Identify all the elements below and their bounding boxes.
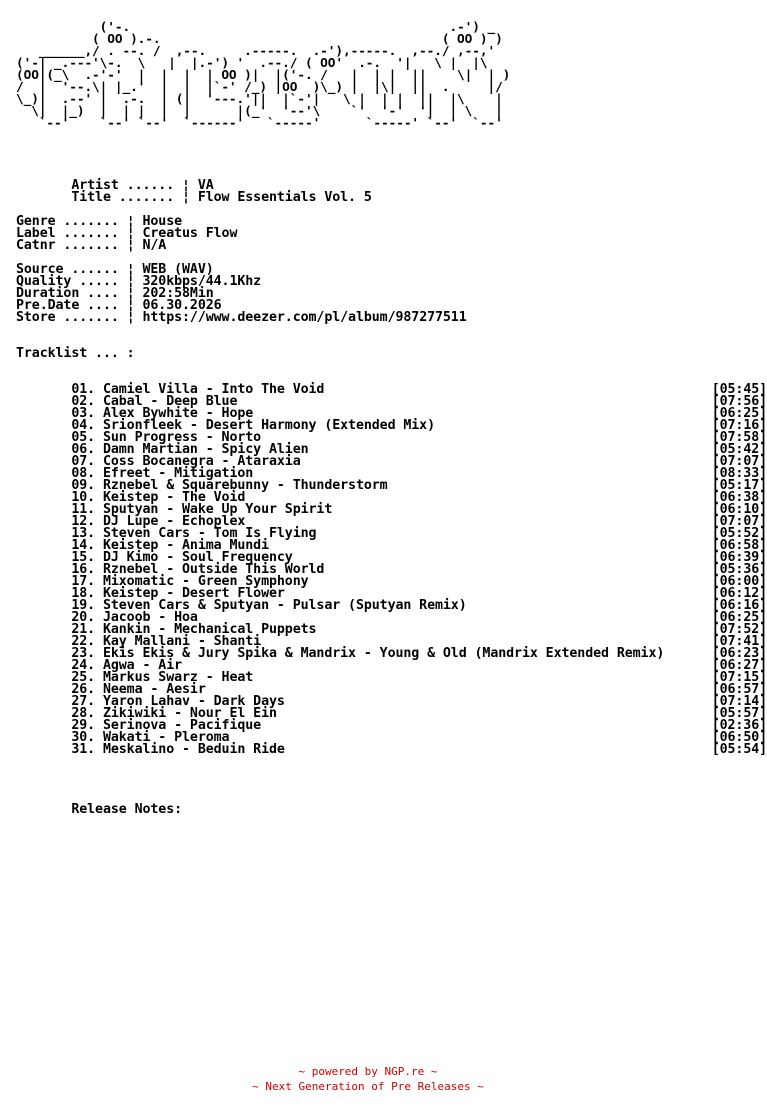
source-label: Source ...... — [16, 262, 127, 277]
track-title: Meskalino - Beduin Ride — [102, 742, 285, 757]
artist-value: VA — [197, 178, 214, 193]
track-duration: [06:39] — [711, 550, 767, 565]
track-title: Sputyan - Wake Up Your Spirit — [102, 502, 333, 517]
artist-label: Artist ...... — [71, 178, 183, 193]
track-duration: [05:52] — [711, 526, 767, 541]
catnr-label: Catnr ....... — [16, 238, 127, 253]
track-title: Ekis Ekis & Jury Spika & Mandrix - Young & Old (Mandrix Extended Remix) — [102, 646, 665, 661]
track-title: DJ Lupe - Echoplex — [102, 514, 246, 529]
label-label: Label ....... — [16, 226, 127, 241]
store-link[interactable]: https://www.deezer.com/pl/album/987277511 — [142, 310, 467, 325]
track-number: 07. — [71, 454, 96, 469]
track-duration: [07:07] — [711, 514, 767, 529]
track-number: 04. — [71, 418, 96, 433]
track-title: Jacoob - Hoa — [102, 610, 198, 625]
release-notes-heading — [16, 804, 182, 816]
track-number: 10. — [71, 490, 96, 505]
separator: ¦ — [126, 262, 143, 277]
track-duration: [06:25] — [711, 406, 767, 421]
track-number: 21. — [71, 622, 96, 637]
genre-value: House — [142, 214, 183, 229]
track-duration: [07:52] — [711, 622, 767, 637]
track-number: 28. — [71, 706, 96, 721]
track-duration: [06:16] — [711, 598, 767, 613]
ascii-logo-line: ______,/ . --. / ,--. .-----. .-'),-----. ,--./ ,--,' — [16, 44, 496, 59]
track-title: DJ Kimo - Soul Frequency — [102, 550, 293, 565]
track-number: 26. — [71, 682, 96, 697]
separator: ¦ — [126, 310, 143, 325]
label-value: Creatus Flow — [142, 226, 238, 241]
track-title: Rznebel & Squarebunny - Thunderstorm — [102, 478, 388, 493]
track-duration: [05:17] — [711, 478, 767, 493]
track-number: 01. — [71, 382, 96, 397]
track-title: Keistep - Desert Flower — [102, 586, 285, 601]
genre-label: Genre ....... — [16, 214, 127, 229]
track-number: 31. — [71, 742, 96, 757]
track-duration: [05:45] — [711, 382, 767, 397]
track-title: Steven Cars - Tom Is Flying — [102, 526, 317, 541]
track-title: Keistep - Anima Mundi — [102, 538, 269, 553]
track-duration: [06:50] — [711, 730, 767, 745]
track-title: Zikiwiki - Nour El Ein — [102, 706, 277, 721]
track-duration: [07:41] — [711, 634, 767, 649]
track-duration: [05:36] — [711, 562, 767, 577]
track-title: Keistep - The Void — [102, 490, 246, 505]
ascii-logo-line: \_)| .--' | .-. | (| '---.'|| |`-'| \ | | | || |\ | — [16, 92, 503, 107]
track-number: 24. — [71, 658, 96, 673]
track-title: Efreet - Mitigation — [102, 466, 254, 481]
ascii-logo-line: ('-. .-') _ — [16, 20, 496, 35]
track-number: 14. — [71, 538, 96, 553]
track-number: 12. — [71, 514, 96, 529]
separator: ¦ — [126, 286, 143, 301]
track-number: 27. — [71, 694, 96, 709]
track-duration: [07:14] — [711, 694, 767, 709]
track-title: Cabal - Deep Blue — [102, 394, 238, 409]
ascii-logo-line: ( OO ).-. ( OO ) ) — [16, 32, 503, 47]
title-label: Title ....... — [71, 190, 183, 205]
release-notes-label: Release Notes: — [71, 802, 183, 817]
track-title: Wakati - Pleroma — [102, 730, 230, 745]
track-title: Coss Bocanegra - Ataraxia — [102, 454, 301, 469]
track-title: Serinova - Pacifique — [102, 718, 262, 733]
ascii-logo-line: `--' `--' `--' `------' `-----' `-----' `--' `--' — [16, 116, 503, 131]
quality-label: Quality ..... — [16, 274, 127, 289]
track-duration: [06:27] — [711, 658, 767, 673]
track-number: 18. — [71, 586, 96, 601]
track-title: Steven Cars & Sputyan - Pulsar (Sputyan Remix) — [102, 598, 467, 613]
track-duration: [06:38] — [711, 490, 767, 505]
ascii-logo-line: / | '--.\| |_.' | | |`-' /_) |OO )\_) | |\| || . |/ — [16, 80, 503, 95]
source-value: WEB (WAV) — [142, 262, 214, 277]
track-duration: [05:57] — [711, 706, 767, 721]
track-number: 15. — [71, 550, 96, 565]
track-number: 17. — [71, 574, 96, 589]
track-title: Alex Bywhite - Hope — [102, 406, 254, 421]
track-duration: [07:15] — [711, 670, 767, 685]
track-number: 30. — [71, 730, 96, 745]
ascii-logo — [16, 22, 510, 130]
separator: ¦ — [126, 274, 143, 289]
predate-label: Pre.Date .... — [16, 298, 127, 313]
track-duration: [06:12] — [711, 586, 767, 601]
track-duration: [06:00] — [711, 574, 767, 589]
track-duration: [07:07] — [711, 454, 767, 469]
separator: ¦ — [126, 226, 143, 241]
track-duration: [08:33] — [711, 466, 767, 481]
track-number: 09. — [71, 478, 96, 493]
track-number: 05. — [71, 430, 96, 445]
ascii-logo-line: (OO|(_\ .-'-' | | | | OO )| |('-. / | | | || \| | ) — [16, 68, 511, 83]
track-title: Camiel Villa - Into The Void — [102, 382, 325, 397]
track-title: Srionfleek - Desert Harmony (Extended Mix) — [102, 418, 435, 433]
track-duration: [07:56] — [711, 394, 767, 409]
footer-tagline: ~ Next Generation of Pre Releases ~ — [252, 1080, 484, 1093]
track-title: Kay Mallani - Shanti — [102, 634, 262, 649]
store-row — [16, 312, 467, 324]
source-block — [16, 252, 467, 336]
track-number: 23. — [71, 646, 96, 661]
tracklist — [16, 384, 767, 756]
track-duration: [06:23] — [711, 646, 767, 661]
footer-powered-by: ~ powered by NGP.re ~ — [298, 1065, 438, 1078]
duration-label: Duration .... — [16, 286, 127, 301]
track-number: 16. — [71, 562, 96, 577]
track-title: Kankin - Mechanical Puppets — [102, 622, 317, 637]
catnr-value: N/A — [142, 238, 167, 253]
predate-value: 06.30.2026 — [142, 298, 222, 313]
track-duration: [05:54] — [711, 742, 767, 757]
track-duration: [06:58] — [711, 538, 767, 553]
track-title: Agwa - Air — [102, 658, 183, 673]
track-duration: [05:42] — [711, 442, 767, 457]
track-duration: [06:57] — [711, 682, 767, 697]
track-duration: [02:36] — [711, 718, 767, 733]
track-duration: [06:25] — [711, 610, 767, 625]
track-number: 20. — [71, 610, 96, 625]
track-number: 03. — [71, 406, 96, 421]
track-number: 13. — [71, 526, 96, 541]
track-title: Damn Martian - Spicy Alien — [102, 442, 309, 457]
store-label: Store ....... — [16, 310, 127, 325]
separator: ¦ — [182, 190, 198, 205]
duration-value: 202:58Min — [142, 286, 214, 301]
track-number: 25. — [71, 670, 96, 685]
track-number: 08. — [71, 466, 96, 481]
track-title: Yaron Lahav - Dark Days — [102, 694, 285, 709]
quality-value: 320kbps/44.1Khz — [142, 274, 262, 289]
separator: ¦ — [126, 214, 143, 229]
track-number: 22. — [71, 634, 96, 649]
ascii-logo-line: \| |_) | | | | | |(_' '--'\ `' '-' '| | \ | — [16, 104, 503, 119]
track-duration: [06:10] — [711, 502, 767, 517]
track-title: Mixomatic - Green Symphony — [102, 574, 309, 589]
track-number: 02. — [71, 394, 96, 409]
track-number: 11. — [71, 502, 96, 517]
title-value: Flow Essentials Vol. 5 — [197, 190, 372, 205]
track-title: Sun Progress - Norto — [102, 430, 262, 445]
track-row — [16, 744, 767, 756]
track-title: Rznebel - Outside This World — [102, 562, 325, 577]
tracklist-heading: Tracklist ... : — [16, 346, 135, 361]
track-number: 29. — [71, 718, 96, 733]
track-duration: [07:16] — [711, 418, 767, 433]
track-number: 06. — [71, 442, 96, 457]
title-row — [16, 192, 372, 204]
track-title: Markus Swarz - Heat — [102, 670, 254, 685]
track-duration: [07:58] — [711, 430, 767, 445]
separator: ¦ — [126, 298, 143, 313]
track-title: Neema - Aesir — [102, 682, 206, 697]
catnr-row — [16, 240, 237, 252]
track-number: 19. — [71, 598, 96, 613]
ascii-logo-line: ('-| _.---'\-. \ | |.-') ' .--./ ( OO' .-. '| \ | |\ — [16, 56, 488, 71]
separator: ¦ — [182, 178, 198, 193]
separator: ¦ — [126, 238, 143, 253]
